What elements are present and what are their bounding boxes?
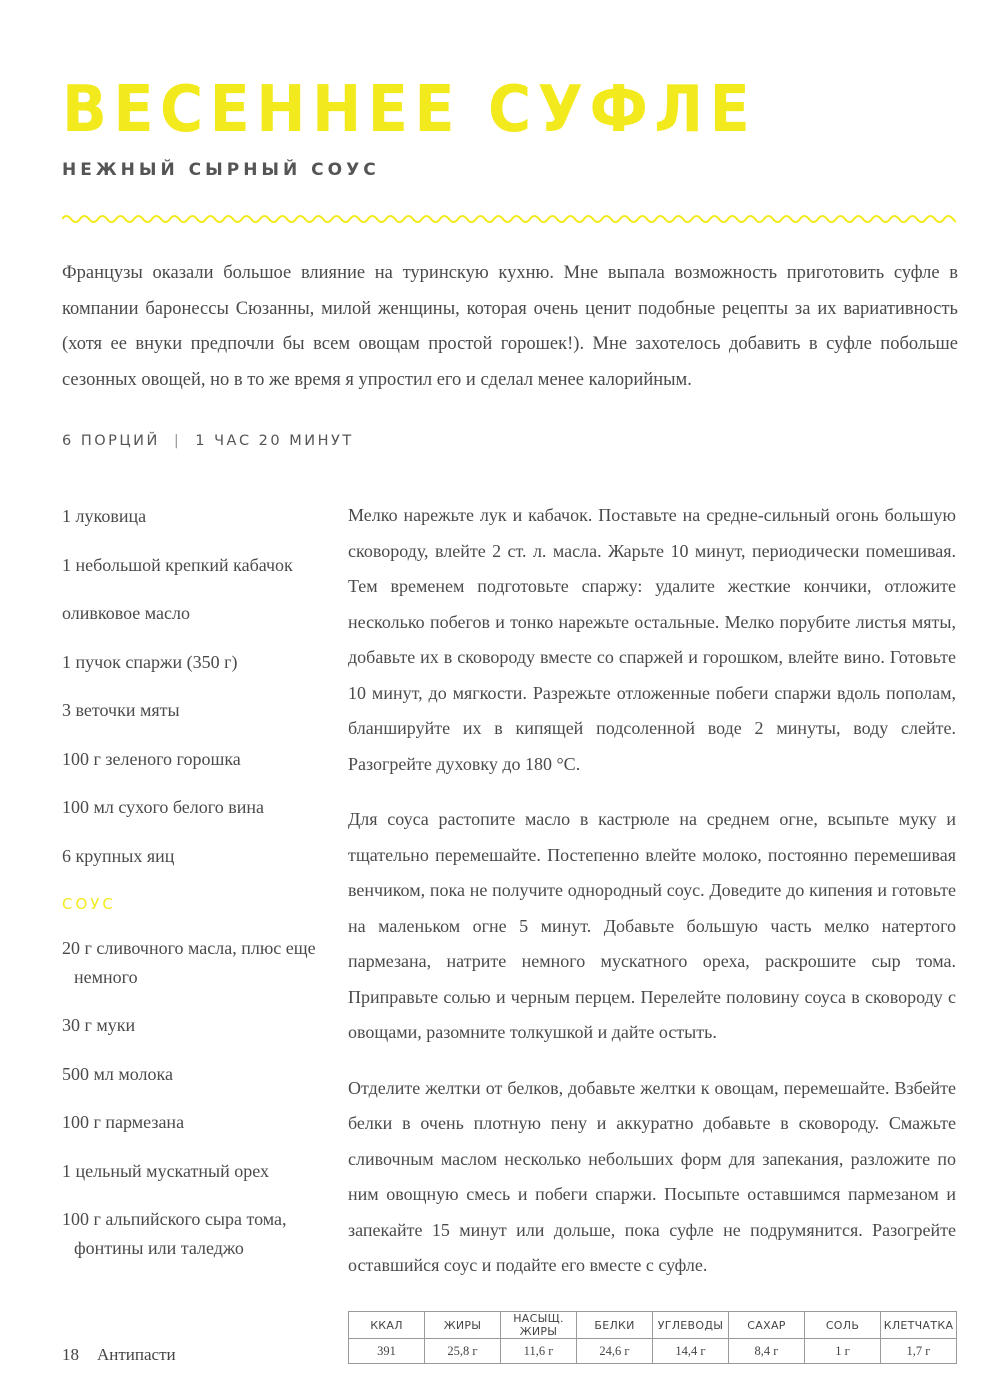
- sauce-ingredient-item: 100 г альпийского сыра тома, фонтины или таледжо: [62, 1209, 287, 1258]
- sauce-ingredient-item: 20 г сливочного масла, плюс еще немного: [62, 938, 316, 987]
- method-step: Отделите желтки от белков, добавьте желтки к овощам, перемешайте. Взбейте белки в очень плотную пену и аккуратно добавьте в сковороду. Смажьте сливочным маслом несколько небольших форм для запекания, разложите по ним овощную смесь и побеги спаржи. Посыпьте оставшимся пармезаном и запекайте 15 минут или дольше, пока суфле не подрумянится. Разогрейте оставшийся соус и подайте его вместе с суфле.: [348, 1077, 956, 1275]
- method-step: Для соуса растопите масло в кастрюле на среднем огне, всыпьте муку и тщательно перемешайте. Постепенно влейте молоко, постоянно перемешивая венчиком, пока не получите однородный соус. Доведите до кипения и готовьте на маленьком огне 5 минут. Добавьте большую часть мелко натертого пармезана, натрите немного мускатного ореха, раскрошите сыр тома. Приправьте солью и черным перцем. Перелейте половину соуса в сковороду с овощами, разомните толкушкой и дайте остыть.: [348, 809, 956, 1042]
- nutrition-header: СОЛЬ: [805, 1312, 881, 1339]
- nutrition-table: [348, 1311, 957, 1364]
- nutrition-header: КЛЕТЧАТКА: [881, 1312, 957, 1339]
- page-subtitle: НЕЖНЫЙ СЫРНЫЙ СОУС: [62, 160, 380, 180]
- ingredient-item: 1 небольшой крепкий кабачок: [62, 554, 293, 575]
- nutrition-value: 1 г: [805, 1339, 881, 1364]
- nutrition-value: 1,7 г: [881, 1339, 957, 1364]
- ingredient-list: [62, 502, 332, 1282]
- nutrition-value: 14,4 г: [653, 1339, 729, 1364]
- nutrition-header-row: [349, 1312, 957, 1339]
- wavy-divider: [62, 212, 956, 226]
- servings: 6 ПОРЦИЙ: [62, 433, 160, 449]
- method-steps: [348, 498, 956, 1304]
- section-name: Антипасти: [97, 1345, 176, 1364]
- ingredient-item: 100 мл сухого белого вина: [62, 797, 264, 817]
- sauce-ingredient-item: 500 мл молока: [62, 1063, 173, 1084]
- nutrition-value: 11,6 г: [501, 1339, 577, 1364]
- sauce-ingredient-item: 1 цельный мускатный орех: [62, 1160, 270, 1181]
- method-step: Мелко нарежьте лук и кабачок. Поставьте на средне-сильный огонь большую сковороду, влейте 2 ст. л. масла. Жарьте 10 минут, периодически помешивая. Тем временем подготовьте спаржу: удалите жесткие кончики, отложите несколько побегов и тонко нарежьте остальные. Мелко порубите листья мяты, добавьте их в сковороду вместе со спаржей и горошком, влейте вино. Готовьте 10 минут, до мягкости. Разрежьте отложенные побеги спаржи вдоль пополам, бланшируйте их в кипящей подсоленной воде 2 минуты, воду слейте. Разогрейте духовку до 180 °C.: [348, 505, 956, 774]
- cook-time: 1 ЧАС 20 МИНУТ: [195, 433, 354, 449]
- ingredient-item: 3 веточки мяты: [62, 700, 180, 720]
- nutrition-value-row: [349, 1339, 957, 1364]
- page-number: 18: [62, 1345, 79, 1364]
- nutrition-value: 25,8 г: [425, 1339, 501, 1364]
- ingredient-item: 1 пучок спаржи (350 г): [62, 651, 238, 672]
- recipe-meta: [62, 433, 354, 449]
- meta-separator: |: [173, 433, 182, 449]
- sauce-heading: СОУС: [62, 895, 116, 913]
- intro-paragraph: Французы оказали большое влияние на туринскую кухню. Мне выпала возможность приготовить суфле в компании баронессы Сюзанны, милой женщины, которая очень ценит подобные рецепты за их вариативность (хотя ее внуки предпочли бы всем овощам простой горошек!). Мне захотелось добавить в суфле побольше сезонных овощей, но в то же время я упростил его и сделал менее калорийным.: [62, 263, 958, 390]
- sauce-ingredient-item: 30 г муки: [62, 1015, 136, 1035]
- nutrition-value: 8,4 г: [729, 1339, 805, 1364]
- page-title: ВЕСЕННЕЕ СУФЛЕ: [62, 73, 757, 147]
- nutrition-header: БЕЛКИ: [577, 1312, 653, 1339]
- ingredient-item: 6 крупных яиц: [62, 845, 175, 866]
- ingredient-item: 100 г зеленого горошка: [62, 748, 241, 769]
- ingredient-item: оливковое масло: [62, 603, 191, 623]
- nutrition-header: САХАР: [729, 1312, 805, 1339]
- nutrition-header: УГЛЕВОДЫ: [653, 1312, 729, 1339]
- ingredient-item: 1 луковица: [62, 506, 147, 526]
- page-footer: [62, 1345, 176, 1365]
- nutrition-value: 391: [349, 1339, 425, 1364]
- nutrition-header: ЖИРЫ: [425, 1312, 501, 1339]
- sauce-ingredient-item: 100 г пармезана: [62, 1112, 185, 1132]
- nutrition-value: 24,6 г: [577, 1339, 653, 1364]
- nutrition-header: ККАЛ: [349, 1312, 425, 1339]
- nutrition-header: НАСЫЩ. ЖИРЫ: [501, 1312, 577, 1339]
